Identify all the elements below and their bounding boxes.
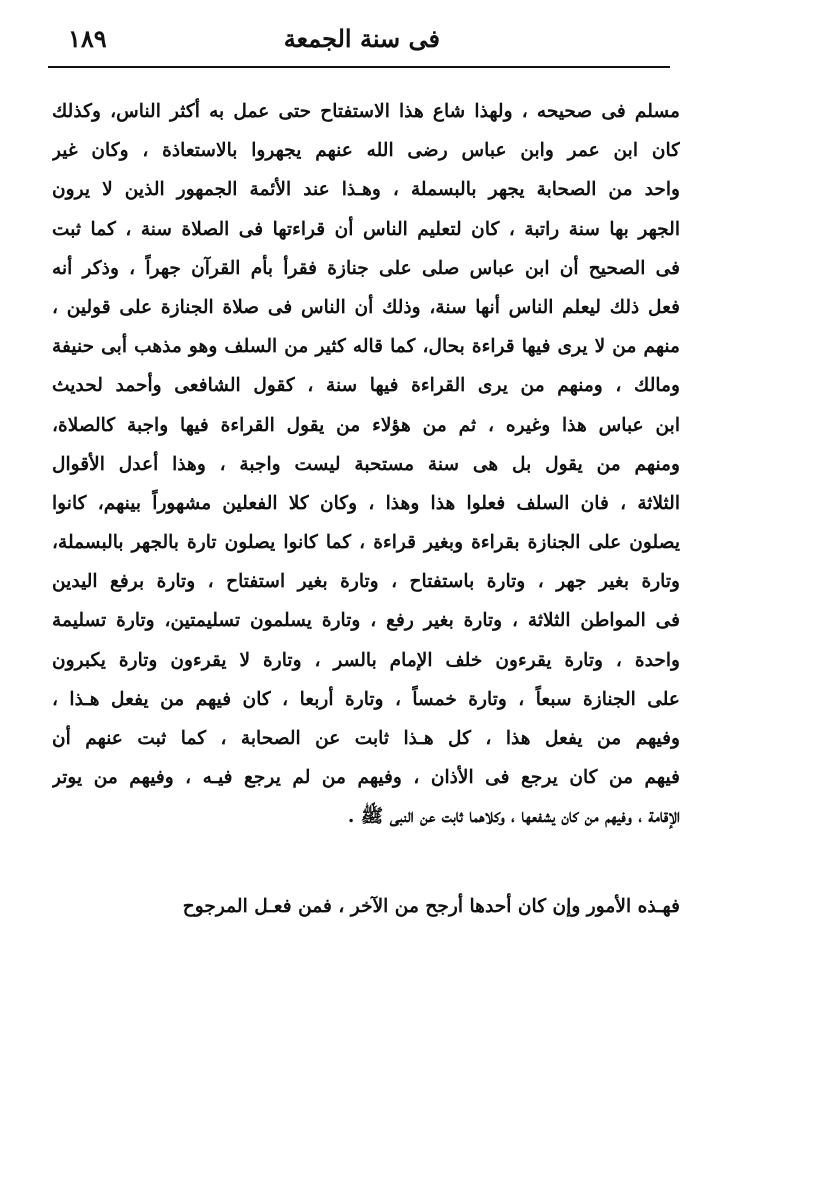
- text-line: الجهر بها سنة راتبة ، كان لتعليم الناس أن قراءتها فى الصلاة سنة ، كما ثبت: [52, 218, 680, 240]
- text-line: فعل ذلك ليعلم الناس أنها سنة، وذلك أن الناس فى صلاة الجنازة على قولين ،: [52, 296, 680, 318]
- header-rule: [48, 66, 670, 68]
- page-number: ١٨٩: [68, 24, 107, 53]
- text-line: منهم من لا يرى فيها قراءة بحال، كما قاله كثير من السلف وهو مذهب أبى حنيفة: [52, 336, 680, 358]
- text-line: واحدة ، وتارة يقرءون خلف الإمام بالسر ، وتارة لا يقرءون وتارة يكبرون: [52, 649, 680, 671]
- text-line: واحد من الصحابة يجهر بالبسملة ، وهـذا عند الأئمة الجمهور الذين لا يرون: [52, 179, 680, 201]
- text-line: فيهم من كان يرجع فى الأذان ، وفيهم من لم يرجع فيـه ، وفيهم من يوتر: [52, 767, 680, 789]
- text-line: يصلون على الجنازة بقراءة وبغير قراءة ، كما كانوا يصلون تارة بالجهر بالبسملة،: [52, 532, 680, 554]
- text-line: وتارة بغير جهر ، وتارة باستفتاح ، وتارة بغير استفتاح ، وتارة برفع اليدين: [52, 571, 680, 593]
- text-line: فى الصحيح أن ابن عباس صلى على جنازة فقرأ بأم القرآن جهراً ، وذكر أنه: [52, 257, 680, 279]
- page-header: [40, 14, 680, 62]
- text-line: على الجنازة سبعاً ، وتارة خمساً ، وتارة أربعا ، كان فيهم من يفعل هـذا ،: [52, 688, 680, 710]
- running-title: فى سنة الجمعة: [283, 24, 440, 53]
- text-line: ومالك ، ومنهم من يرى القراءة فيها سنة ، كقول الشافعى وأحمد لحديث: [52, 375, 680, 397]
- body-text: [52, 92, 680, 926]
- paragraph-end-line: الإقامة ، وفيهم من كان يشفعها ، وكلاهما ثابت عن النبى ﷺ .: [347, 806, 680, 828]
- final-line: فهـذه الأمور وإن كان أحدها أرجح من الآخر ، فمن فعـل المرجوح: [182, 895, 680, 917]
- text-line: ومنهم من يقول بل هى سنة مستحبة ليست واجبة ، وهذا أعدل الأقوال: [52, 453, 680, 475]
- text-line: كان ابن عمر وابن عباس رضى الله عنهم يجهروا بالاستعاذة ، وكان غير: [52, 140, 680, 162]
- text-line: ابن عباس هذا وغيره ، ثم من هؤلاء من يقول القراءة فيها واجبة كالصلاة،: [52, 414, 680, 436]
- paragraph-gap: [52, 837, 680, 887]
- text-line: مسلم فى صحيحه ، ولهذا شاع هذا الاستفتاح حتى عمل به أكثر الناس، وكذلك: [52, 101, 680, 122]
- text-line: وفيهم من يفعل هذا ، كل هـذا ثابت عن الصحابة ، كما ثبت عنهم أن: [52, 728, 680, 749]
- text-line: فى المواطن الثلاثة ، وتارة بغير رفع ، وتارة يسلمون تسليمتين، وتارة تسليمة: [52, 610, 680, 632]
- text-line: الثلاثة ، فان السلف فعلوا هذا وهذا ، وكان كلا الفعلين مشهوراً بينهم، كانوا: [52, 492, 680, 514]
